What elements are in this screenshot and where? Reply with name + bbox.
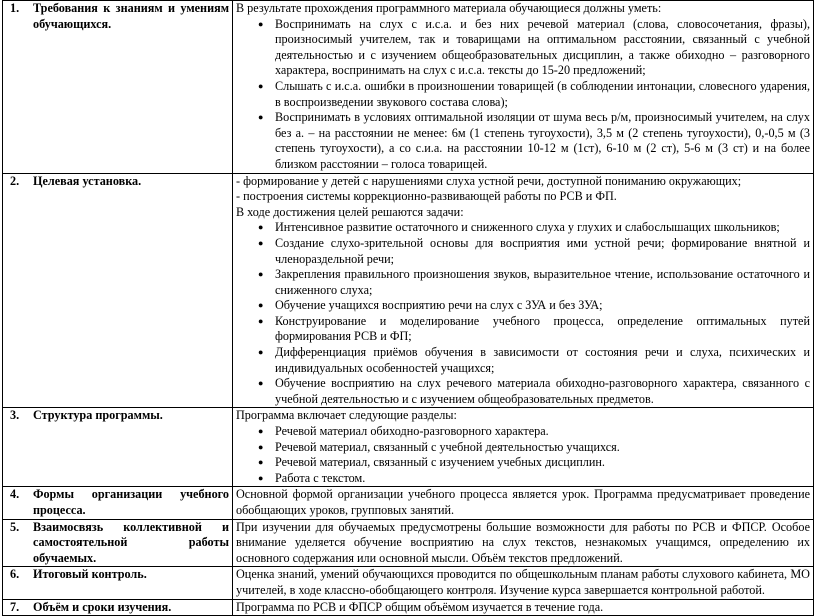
section-title: Формы организации учебного процесса. (33, 487, 229, 517)
bullet-icon: ● (258, 269, 264, 280)
list-item (236, 298, 810, 314)
list-item (236, 424, 810, 440)
list-item-text: Создание слухо-зрительной основы для восприятия ими устной речи; формирование внятной и членораздельной речи; (275, 235, 810, 266)
section-number: 1. (10, 1, 20, 15)
bullet-icon: ● (258, 80, 264, 91)
section-content-cell (233, 487, 814, 519)
list-item (236, 236, 810, 267)
bullet-icon: ● (258, 300, 264, 311)
bullet-icon: ● (258, 347, 264, 358)
section-heading (6, 174, 229, 190)
bullet-icon: ● (258, 112, 264, 123)
table-row (3, 408, 814, 487)
list-item-text: Работа с текстом. (275, 470, 366, 485)
section-title: Итоговый контроль. (33, 567, 147, 582)
list-item-text: Слышать с и.с.а. ошибки в произношении товарищей (в соблюдении интонации, словесного ударения, в воспроизведении звукового состава слова); (275, 78, 810, 109)
bullet-icon: ● (258, 378, 264, 389)
section-title: Структура программы. (33, 408, 163, 423)
paragraph: При изучении для обучаемых предусмотрены большие возможности для работы по РСВ и ФПСР. Особое внимание уделяется обучение восприятию на слух текстов, незнакомых учащимся, определению их основного содержания или основной мысли. Объём текстов предложений. (236, 519, 810, 565)
list-item (236, 471, 810, 487)
section-heading (6, 520, 229, 567)
section-heading-cell (3, 408, 233, 487)
section-heading-cell (3, 519, 233, 567)
section-number: 7. (10, 599, 20, 614)
list-item (236, 455, 810, 471)
section-number: 3. (10, 408, 20, 423)
bullet-list (236, 17, 810, 173)
table-row (3, 567, 814, 599)
paragraph: Программа по РСВ и ФПСР общим объёмом изучается в течение года. (236, 599, 604, 614)
list-item (236, 267, 810, 298)
list-item-text: Речевой материал, связанный с учебной деятельностью учащихся. (275, 439, 620, 454)
section-content-cell (233, 567, 814, 599)
section-content-cell (233, 519, 814, 567)
bullet-list (236, 220, 810, 407)
section-heading (6, 600, 229, 616)
bullet-icon: ● (258, 472, 264, 483)
list-item-text: Воспринимать в условиях оптимальной изоляции от шума весь р/м, произносимый учителем, на слух без а. – на расстоянии не менее: 6м (1 степень тугоухости), 3,5 м (2 степень тугоухости), 0,-0,5 м (3 степень тугоухости), а со с.и.а. на расстоянии 10-12 м (1ст), 6-10 м (2 ст), 5-6 м (3 ст) и на более близком расстоянии – голоса товарищей. (275, 110, 810, 171)
section-heading (6, 408, 229, 424)
section-heading (6, 567, 229, 583)
paragraph: В результате прохождения программного материала обучающиеся должны уметь: (236, 1, 662, 15)
list-item-text: Речевой материал, связанный с изучением учебных дисциплин. (275, 455, 605, 470)
section-title: Объём и сроки изучения. (33, 599, 172, 614)
bullet-icon: ● (258, 237, 264, 248)
paragraph: - построения системы коррекционно-развивающей работы по РСВ и ФП. (236, 189, 617, 204)
list-item (236, 110, 810, 172)
section-heading-cell (3, 599, 233, 616)
list-item-text: Дифференциация приёмов обучения в зависимости от состояния речи и слуха, психических и индивидуальных особенностей учащихся; (275, 345, 810, 375)
bullet-list (236, 424, 810, 486)
bullet-icon: ● (258, 441, 264, 452)
section-title: Целевая установка. (33, 173, 142, 188)
list-item-text: Обучение учащихся восприятию речи на слух с ЗУА и без ЗУА; (275, 298, 603, 313)
paragraph: В ходе достижения целей решаются задачи: (236, 204, 464, 219)
section-content-cell (233, 408, 814, 487)
bullet-icon: ● (258, 18, 264, 29)
section-heading-cell (3, 1, 233, 174)
paragraph: - формирование у детей с нарушениями слуха устной речи, доступной пониманию окружающих; (236, 173, 742, 188)
section-title: Взаимосвязь коллективной и самостоятельной работы обучаемых. (33, 519, 229, 565)
list-item-text: Интенсивное развитие остаточного и сниженного слуха у глухих и слабослышащих школьников; (275, 220, 780, 235)
section-content-cell (233, 599, 814, 616)
table-row (3, 487, 814, 519)
section-title: Требования к знаниям и умениям обучающихся. (33, 1, 229, 31)
section-heading (6, 1, 229, 32)
table-row (3, 1, 814, 174)
section-heading-cell (3, 487, 233, 519)
section-heading-cell (3, 173, 233, 408)
table-row (3, 519, 814, 567)
list-item (236, 440, 810, 456)
document-page (2, 0, 814, 616)
paragraph: Оценка знаний, умений обучающихся проводится по общешкольным планам работы слухового кабинета, МО учителей, в ходе классно-обобщающего контроля. Изучение курса завершается контрольной работой. (236, 567, 810, 597)
list-item (236, 220, 810, 236)
list-item-text: Воспринимать на слух с и.с.а. и без них речевой материал (слова, словосочетания, фразы), произносимый учителем, так и товарищами на оптимальном расстоянии, связанный с учебной деятельностью и с изучением общеобразовательных дисциплин, а также обиходно – разговорного характера, воспринимать на слух с и.с.а. тексты до 15-20 предложений; (275, 16, 810, 78)
list-item (236, 17, 810, 79)
list-item-text: Обучение восприятию на слух речевого материала обиходно-разговорного характера, связанного с учебной деятельностью и с изучением общеобразовательных предметов. (275, 376, 810, 406)
bullet-icon: ● (258, 426, 264, 437)
list-item-text: Закрепления правильного произношения звуков, выразительное чтение, использование остаточного и сниженного слуха; (275, 267, 810, 297)
bullet-icon: ● (258, 315, 264, 326)
paragraph: Основной формой организации учебного процесса является урок. Программа предусматривает проведение обобщающих уроков, групповых занятий. (236, 487, 810, 517)
list-item-text: Конструирование и моделирование учебного процесса, определение оптимальных путей формирования РСВ и ФП; (275, 313, 810, 344)
paragraph: Программа включает следующие разделы: (236, 408, 457, 423)
bullet-icon: ● (258, 222, 264, 233)
section-content-cell (233, 1, 814, 174)
program-table (2, 0, 814, 616)
table-row (3, 599, 814, 616)
bullet-icon: ● (258, 457, 264, 468)
list-item (236, 376, 810, 407)
section-heading (6, 487, 229, 518)
section-number: 5. (10, 519, 20, 534)
section-number: 4. (10, 487, 20, 502)
section-number: 6. (10, 567, 20, 582)
section-number: 2. (10, 173, 20, 188)
list-item (236, 345, 810, 376)
section-content-cell (233, 173, 814, 408)
list-item-text: Речевой материал обиходно-разговорного характера. (275, 424, 549, 439)
table-row (3, 173, 814, 408)
list-item (236, 79, 810, 110)
section-heading-cell (3, 567, 233, 599)
list-item (236, 314, 810, 345)
